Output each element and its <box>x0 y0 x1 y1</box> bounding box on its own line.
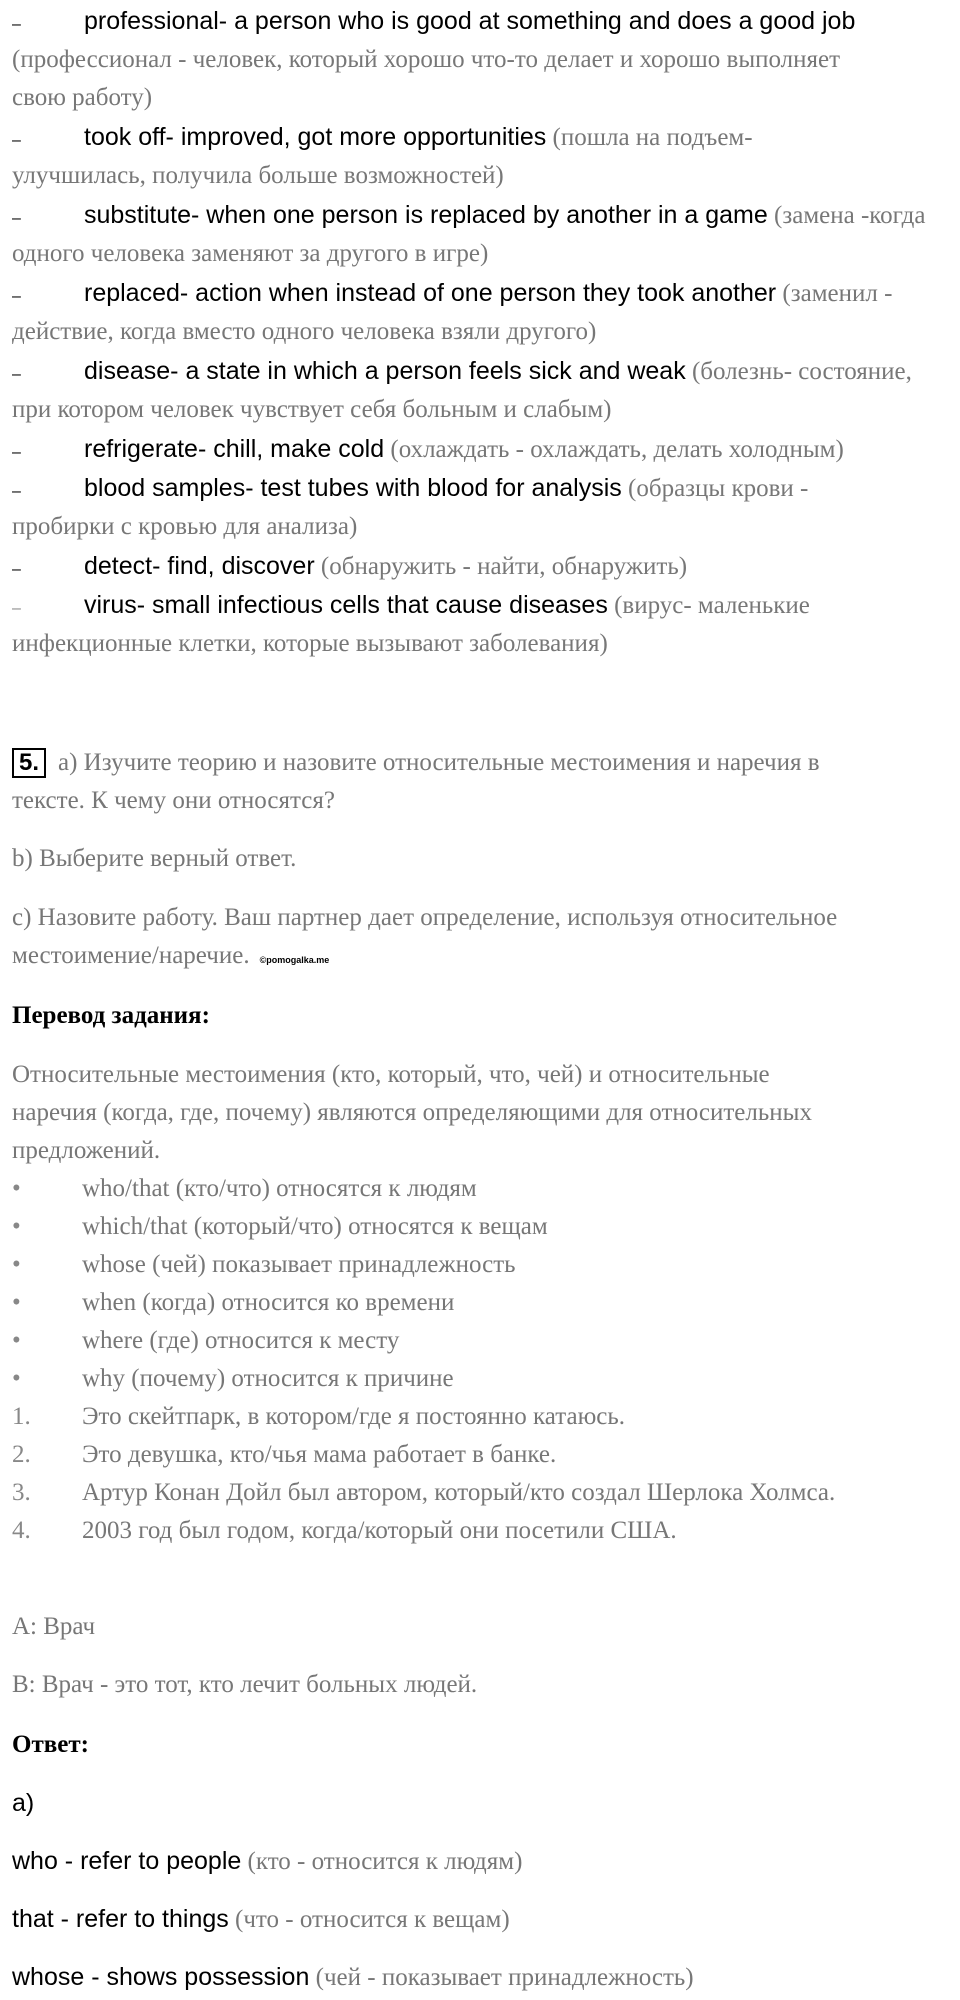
theory-text: наречия (когда, где, почему) являются определяющими для относительных <box>12 1099 812 1126</box>
vocab-ru: одного человека заменяют за другого в игре) <box>12 240 489 267</box>
translation-heading: Перевод задания: <box>12 1002 210 1029</box>
watermark: ©pomogalka.me <box>259 955 330 965</box>
vocab-ru: пробирки с кровью для анализа) <box>12 513 358 540</box>
vocab-ru: (образцы крови - <box>621 475 809 502</box>
dash-marker: – <box>12 444 21 461</box>
bullet-item <box>12 1174 477 1204</box>
bullet-marker: • <box>12 1327 21 1354</box>
vocab-en: took off- improved, got more opportunities <box>84 123 547 151</box>
vocab-ru: инфекционные клетки, которые вызывают заболевания) <box>12 630 608 657</box>
dash-marker: – <box>12 561 21 578</box>
answer-part-a: a) <box>12 1789 35 1817</box>
bullet-item <box>12 1326 399 1356</box>
dash-marker: – <box>12 600 21 617</box>
answer-heading: Ответ: <box>12 1731 89 1758</box>
vocab-item <box>12 473 808 507</box>
dash-marker: – <box>12 132 21 149</box>
bullet-item <box>12 1288 454 1318</box>
vocab-en: substitute- when one person is replaced by another in a game <box>84 201 768 229</box>
vocab-ru: улучшилась, получила больше возможностей) <box>12 162 504 189</box>
vocab-ru: (болезнь- состояние, <box>685 358 912 385</box>
answer-item <box>12 1962 694 1996</box>
dash-marker: – <box>12 366 21 383</box>
vocab-item <box>12 590 810 624</box>
vocab-en: refrigerate- chill, make cold <box>84 435 385 463</box>
vocab-ru: (пошла на подъем- <box>546 124 753 151</box>
item-text: Артур Конан Дойл был автором, который/кто создал Шерлока Холмса. <box>82 1479 836 1506</box>
theory-text: Относительные местоимения (кто, который, что, чей) и относительные <box>12 1061 770 1088</box>
task-5b-text: b) Выберите верный ответ. <box>12 845 297 872</box>
numbered-item <box>12 1516 677 1546</box>
task-5c-text-cont: местоимение/наречие. <box>12 942 250 969</box>
numbered-item <box>12 1402 625 1432</box>
item-text: 2003 год был годом, когда/который они посетили США. <box>82 1517 677 1544</box>
task-5c-line <box>12 941 329 975</box>
bullet-text: who/that (кто/что) относятся к людям <box>82 1175 477 1202</box>
dialog-line-a: A: Врач <box>12 1613 96 1640</box>
vocab-item <box>12 278 892 312</box>
vocab-item <box>12 434 844 468</box>
task-5-line-a <box>12 748 820 781</box>
bullet-item <box>12 1250 516 1280</box>
vocab-en: virus- small infectious cells that cause diseases <box>84 591 608 619</box>
dash-marker: – <box>12 16 21 33</box>
bullet-marker: • <box>12 1251 21 1278</box>
bullet-text: when (когда) относится ко времени <box>82 1289 455 1316</box>
vocab-en: professional- a person who is good at something and does a good job <box>84 7 856 35</box>
vocab-ru: (охлаждать - охлаждать, делать холодным) <box>384 436 844 463</box>
dash-marker: – <box>12 288 21 305</box>
item-number: 1. <box>12 1403 31 1430</box>
vocab-ru: действие, когда вместо одного человека взяли другого) <box>12 318 597 345</box>
vocab-ru: (обнаружить - найти, обнаружить) <box>314 553 688 580</box>
answer-ru: (чей - показывает принадлежность) <box>309 1964 694 1991</box>
answer-ru: (кто - относится к людям) <box>241 1848 523 1875</box>
answer-item <box>12 1846 522 1880</box>
numbered-item <box>12 1440 556 1470</box>
vocab-item <box>12 122 753 156</box>
vocab-ru: (замена -когда <box>767 202 926 229</box>
dialog-line-b: B: Врач - это тот, кто лечит больных людей. <box>12 1671 478 1698</box>
vocab-item <box>12 6 855 40</box>
bullet-text: whose (чей) показывает принадлежность <box>82 1251 516 1278</box>
task-5a-text: a) Изучите теорию и назовите относительные местоимения и наречия в <box>58 749 820 776</box>
bullet-marker: • <box>12 1213 21 1240</box>
bullet-item <box>12 1364 454 1394</box>
vocab-en: replaced- action when instead of one person they took another <box>84 279 777 307</box>
vocab-ru: (заменил - <box>776 280 893 307</box>
item-text: Это девушка, кто/чья мама работает в банке. <box>82 1441 557 1468</box>
vocab-ru: (профессионал - человек, который хорошо что-то делает и хорошо выполняет <box>12 46 841 73</box>
bullet-marker: • <box>12 1175 21 1202</box>
dash-marker: – <box>12 483 21 500</box>
item-number: 2. <box>12 1441 31 1468</box>
vocab-ru: (вирус- маленькие <box>607 592 810 619</box>
bullet-marker: • <box>12 1365 21 1392</box>
answer-en: whose - shows possession <box>12 1963 310 1991</box>
bullet-text: where (где) относится к месту <box>82 1327 400 1354</box>
task-number-badge: 5. <box>12 748 46 778</box>
task-5a-text-cont: тексте. К чему они относятся? <box>12 787 335 814</box>
answer-en: who - refer to people <box>12 1847 242 1875</box>
vocab-en: blood samples- test tubes with blood for analysis <box>84 474 622 502</box>
bullet-item <box>12 1212 548 1242</box>
answer-item <box>12 1904 510 1938</box>
task-5c-text: c) Назовите работу. Ваш партнер дает определение, используя относительное <box>12 904 838 931</box>
bullet-text: which/that (который/что) относятся к вещам <box>82 1213 548 1240</box>
vocab-ru: свою работу) <box>12 84 153 111</box>
dash-marker: – <box>12 210 21 227</box>
item-text: Это скейтпарк, в котором/где я постоянно катаюсь. <box>82 1403 625 1430</box>
bullet-text: why (почему) относится к причине <box>82 1365 454 1392</box>
vocab-item <box>12 356 912 390</box>
vocab-en: detect- find, discover <box>84 552 315 580</box>
vocab-item <box>12 551 687 585</box>
answer-ru: (что - относится к вещам) <box>228 1906 510 1933</box>
theory-text: предложений. <box>12 1137 161 1164</box>
bullet-marker: • <box>12 1289 21 1316</box>
numbered-item <box>12 1478 835 1508</box>
answer-en: that - refer to things <box>12 1905 229 1933</box>
item-number: 3. <box>12 1479 31 1506</box>
vocab-ru: при котором человек чувствует себя больным и слабым) <box>12 396 612 423</box>
vocab-en: disease- a state in which a person feels sick and weak <box>84 357 686 385</box>
vocab-item <box>12 200 925 234</box>
item-number: 4. <box>12 1517 31 1544</box>
